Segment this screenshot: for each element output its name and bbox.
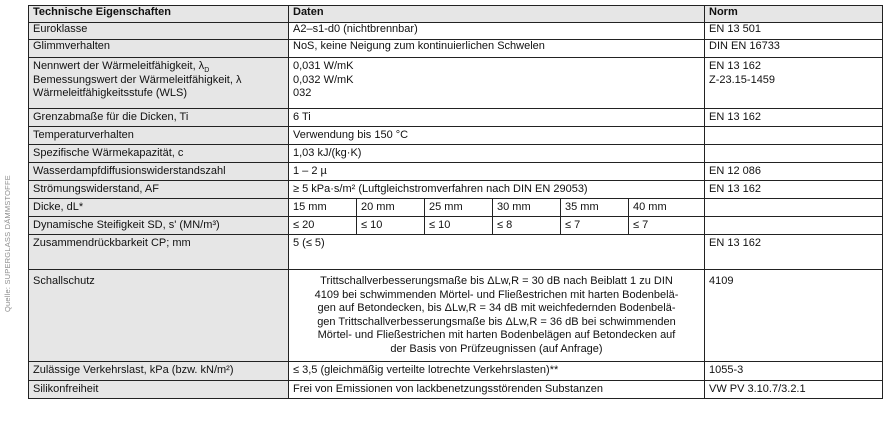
stiffness-cell: ≤ 7 [561,217,629,235]
data-cell [289,270,705,362]
norm-cell: EN 13 162 [705,235,883,270]
property-cell: Grenzabmaße für die Dicken, Ti [29,109,289,127]
thickness-cell: 35 mm [561,199,629,217]
stiffness-cell: ≤ 10 [357,217,425,235]
data-cell: ≥ 5 kPa·s/m² (Luftgleichstromverfahren nach DIN EN 29053) [289,181,705,199]
norm-cell [705,127,883,145]
property-cell: Temperaturverhalten [29,127,289,145]
stiffness-cell: ≤ 10 [425,217,493,235]
data-line: gen auf Betondecken, bis ΔLw,R = 34 dB mit weichfedernden Bodenbelä- [317,302,676,314]
property-cell: Silikonfreiheit [29,381,289,399]
data-cell: A2–s1-d0 (nichtbrennbar) [289,23,705,40]
data-line: 0,032 W/mK [293,73,354,86]
norm-cell: DIN EN 16733 [705,40,883,58]
data-line: gen Trittschallverbesserungsmaße bis ΔLw,R = 36 dB bei schwimmenden [317,315,676,328]
header-data: Daten [289,6,705,23]
norm-cell: EN 13 501 [705,23,883,40]
property-cell: Glimmverhalten [29,40,289,58]
data-cell [289,58,705,109]
property-line: Nennwert der Wärmeleitfähigkeit, λ [33,60,205,72]
lambda-subscript: D [204,67,210,75]
property-cell: Strömungswiderstand, AF [29,181,289,199]
norm-cell [705,145,883,163]
table-row [29,109,883,127]
table-row [29,199,883,217]
header-row [29,6,883,23]
table-row [29,181,883,199]
table-row [29,381,883,399]
thickness-cell: 25 mm [425,199,493,217]
property-cell: Dicke, dL* [29,199,289,217]
table-row [29,217,883,235]
data-cell: NoS, keine Neigung zum kontinuierlichen Schwelen [289,40,705,58]
data-cell: 1 – 2 µ [289,163,705,181]
data-line: 4109 bei schwimmenden Mörtel- und Fließestrichen mit harten Bodenbelä- [314,288,679,301]
property-cell: Spezifische Wärmekapazität, c [29,145,289,163]
norm-cell [705,58,883,109]
data-cell: 5 (≤ 5) [289,235,705,270]
norm-cell: EN 12 086 [705,163,883,181]
data-cell: ≤ 3,5 (gleichmäßig verteilte lotrechte Verkehrslasten)** [289,362,705,381]
data-line: Mörtel- und Fließestrichen mit harten Bodenbelägen auf Betondecken auf [317,329,676,341]
norm-cell [705,199,883,217]
thickness-cell: 20 mm [357,199,425,217]
property-line: Bemessungswert der Wärmeleitfähigkeit, λ [33,73,242,86]
properties-table [28,5,883,399]
table-row [29,127,883,145]
data-cell: Verwendung bis 150 °C [289,127,705,145]
stiffness-cell: ≤ 8 [493,217,561,235]
header-property: Technische Eigenschaften [29,6,289,23]
header-norm: Norm [705,6,883,23]
norm-cell: EN 13 162 [705,181,883,199]
stiffness-cell: ≤ 20 [289,217,357,235]
table-row [29,23,883,40]
data-cell: Frei von Emissionen von lackbenetzungsstörenden Substanzen [289,381,705,399]
property-cell: Schallschutz [29,270,289,362]
table-row [29,145,883,163]
property-cell: Zusammendrückbarkeit CP; mm [29,235,289,270]
data-cell: 1,03 kJ/(kg·K) [289,145,705,163]
norm-cell: EN 13 162 [705,109,883,127]
data-cell: 6 Ti [289,109,705,127]
data-line: 032 [293,87,312,99]
table-row [29,270,883,362]
property-cell [29,58,289,109]
property-line: Wärmeleitfähigkeitsstufe (WLS) [33,87,188,99]
property-cell: Wasserdampfdiffusionswiderstandszahl [29,163,289,181]
source-credit: Quelle: SUPERGLASS DÄMMSTOFFE [3,175,12,312]
data-line: der Basis von Prüfzeugnissen (auf Anfrage) [390,342,603,355]
table-row [29,362,883,381]
table-row [29,40,883,58]
table-row [29,58,883,109]
thickness-cell: 30 mm [493,199,561,217]
data-line: Trittschallverbesserungsmaße bis ΔLw,R = 30 dB nach Beiblatt 1 zu DIN [320,275,673,287]
norm-line: Z-23.15-1459 [709,73,776,86]
norm-cell: 4109 [705,270,883,362]
norm-cell: VW PV 3.10.7/3.2.1 [705,381,883,399]
property-cell: Zulässige Verkehrslast, kPa (bzw. kN/m²) [29,362,289,381]
thickness-cell: 15 mm [289,199,357,217]
thickness-cell: 40 mm [629,199,705,217]
data-line: 0,031 W/mK [293,60,354,72]
stiffness-cell: ≤ 7 [629,217,705,235]
table-row [29,235,883,270]
norm-cell: 1055-3 [705,362,883,381]
table-row [29,163,883,181]
property-cell: Euroklasse [29,23,289,40]
property-cell: Dynamische Steifigkeit SD, s' (MN/m³) [29,217,289,235]
norm-cell [705,217,883,235]
norm-line: EN 13 162 [709,60,761,72]
